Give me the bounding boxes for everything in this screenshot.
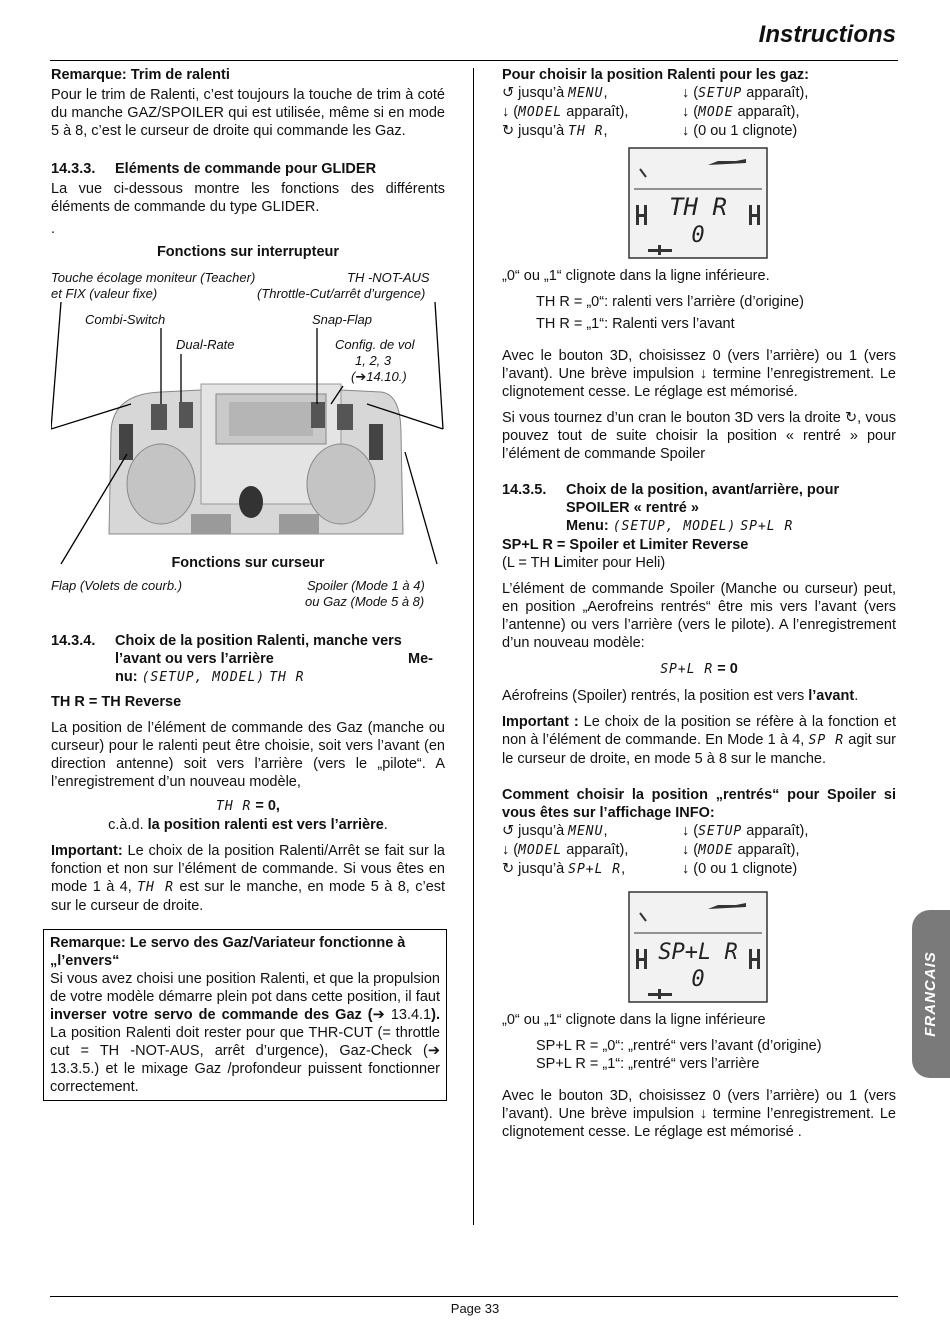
menu-label: Menu:	[566, 518, 609, 534]
menu-label: nu:	[115, 669, 138, 685]
dot: .	[51, 221, 56, 237]
spl-title: SP+L R = Spoiler et Limiter Reverse	[502, 537, 749, 553]
section-14-3-4-heading-2	[51, 650, 445, 668]
step-2a: ↓ (MODEL apparaît),	[502, 104, 629, 120]
step2-1a: ↺ jusqu’à MENU,	[502, 823, 608, 839]
step-2b: ↓ (MODE apparaît),	[682, 104, 800, 120]
label-thnot-1: TH -NOT-AUS	[347, 270, 430, 285]
menu-path: (SETUP, MODEL)	[141, 670, 266, 685]
label-dual: Dual-Rate	[176, 337, 235, 352]
language-tab-label: FRANCAIS	[922, 951, 939, 1037]
section-title-line3: Me-	[408, 651, 433, 667]
label-combi: Combi-Switch	[85, 312, 166, 327]
para-3d-2: Si vous tournez d’un cran le bouton 3D vers la droite ↻, vous pouvez tout de suite choisir la position « rentré » pour l’élément de commande Spoiler	[502, 410, 896, 462]
important-2	[502, 713, 896, 768]
figure-title-bottom: Fonctions sur curseur	[171, 555, 325, 571]
box-text-3: La position Ralenti doit rester pour que THR-CUT (= throttle cut = TH -NOT-AUS, arrêt d’urgence), Gaz-Check (➔ 13.3.5.) et le mixage Gaz /profondeur puissent fonctionner correctement.	[50, 1025, 440, 1095]
cad-bold: la position ralenti est vers l’arrière	[147, 817, 384, 833]
label-flap: Flap (Volets de courb.)	[51, 578, 183, 593]
step-1a: ↺ jusqu’à MENU,	[502, 85, 608, 101]
section-number: 14.3.3.	[51, 161, 96, 177]
section-title-line2: l’avant ou vers l’arrière	[115, 651, 274, 667]
label-config-3: (➔14.10.)	[351, 369, 407, 384]
step2-3b: ↓ (0 ou 1 clignote)	[682, 861, 798, 877]
step-1b: ↓ (SETUP apparaît),	[682, 85, 809, 101]
para-idle-position: La position de l’élément de commande des Gaz (manche ou curseur) pour le ralenti peut être choisie, soit vers l’avant (en direction antenne) soit vers l’arrière (vers le „pilote“. A l’enregistrement d’un nouveau modèle,	[51, 720, 445, 790]
box-title: Remarque: Le servo des Gaz/Variateur fonctionne à „l’envers“	[50, 935, 406, 969]
option-2a: SP+L R = „0“: „rentré“ vers l’avant (d’origine)	[536, 1038, 822, 1054]
label-spoiler-2: ou Gaz (Mode 5 à 8)	[305, 594, 425, 609]
lcd2-line1: SP+L R	[658, 940, 738, 965]
box-bold-2: ).	[431, 1007, 440, 1023]
transmitter-illustration	[51, 244, 445, 574]
aero-line: Aérofreins (Spoiler) rentrés, la position est vers l’avant.	[502, 688, 859, 704]
blink-2: „0“ ou „1“ clignote dans la ligne inférieure	[502, 1012, 766, 1028]
box-text-1: Si vous avez choisi une position Ralenti, et que la propulsion de votre modèle démarre plein pot dans cette position, il faut	[50, 971, 440, 1005]
section-14-3-3-heading	[51, 160, 445, 178]
step-3a: ↻ jusqu’à TH R,	[502, 123, 608, 139]
label-teacher-2: et FIX (valeur fixe)	[51, 286, 158, 301]
header-title: Instructions	[758, 21, 896, 48]
left-column	[51, 66, 445, 1101]
section-title-line1: Choix de la position, avant/arrière, pour	[566, 482, 840, 498]
section-14-3-5-heading-2: SPOILER « rentré »	[566, 500, 699, 516]
page-header	[50, 20, 898, 61]
para-3d-1: Avec le bouton 3D, choisissez 0 (vers l’arrière) ou 1 (vers l’avant). Une brève impulsion ↓ termine l’enregistrement. Le clignotement cesse. Le réglage est mémorisé.	[502, 348, 896, 400]
eq2-lcd: SP+L R	[660, 662, 714, 677]
label-spoiler-1: Spoiler (Mode 1 à 4)	[307, 578, 425, 593]
important-label: Important :	[502, 714, 579, 730]
option-2b: SP+L R = „1“: „rentré“ vers l’arrière	[536, 1056, 760, 1072]
para-3d-3: Avec le bouton 3D, choisissez 0 (vers l’arrière) ou 1 (vers l’avant). Une brève impulsion ↓ termine l’enregistrement. Le clignotement cesse. Le réglage est mémorisé .	[502, 1088, 896, 1140]
page-number: Page 33	[450, 1301, 500, 1316]
remark1-title: Remarque: Trim de ralenti	[51, 67, 230, 83]
label-teacher-1: Touche écolage moniteur (Teacher)	[51, 270, 256, 285]
cad-pre: c.à.d.	[108, 817, 144, 833]
right-heading-2: Comment choisir la position „rentrés“ pour Spoiler si vous êtes sur l’affichage INFO:	[502, 787, 896, 821]
label-config-1: Config. de vol	[335, 337, 415, 352]
section-14-3-3-text: La vue ci-dessous montre les fonctions des différents éléments de commande du type GLIDER.	[51, 181, 445, 215]
important-text-2: est sur le manche, en mode 5 à 8, c’est sur le curseur de droite.	[51, 879, 446, 914]
section-number: 14.3.4.	[51, 633, 96, 649]
option-1a: TH R = „0“: ralenti vers l’arrière (d’origine)	[536, 294, 804, 310]
box-text	[50, 970, 440, 1096]
menu-lcd: TH R	[269, 670, 305, 685]
step-3b: ↓ (0 ou 1 clignote)	[682, 123, 798, 139]
spl-subtitle: (L = TH Limiter pour Heli)	[502, 555, 666, 571]
lcd2-line2: 0	[691, 967, 705, 992]
section-number: 14.3.5.	[502, 482, 547, 498]
cad-post: .	[383, 817, 388, 833]
footer-rule	[50, 1296, 898, 1297]
lcd1-line2: 0	[691, 223, 705, 248]
lcd-display-2	[628, 891, 768, 1003]
right-heading-1: Pour choisir la position Ralenti pour les gaz:	[502, 67, 809, 83]
lcd-display-1	[628, 147, 768, 259]
important-text-1: Le choix de la position se réfère à la fonction et non à l’élément de commande. En Mode 1 à 4,	[502, 714, 897, 748]
important-text-2: agit sur le curseur de droite, en mode 5 à 8 sur le manche.	[502, 732, 897, 767]
equation-th	[51, 797, 445, 816]
section-14-3-5-menu	[502, 517, 896, 536]
eq-lcd: TH R	[216, 799, 252, 814]
option-1b: TH R = „1“: Ralenti vers l’avant	[536, 316, 735, 332]
column-divider	[473, 68, 474, 1225]
eq2-value: = 0	[717, 661, 738, 677]
section-14-3-5-heading	[502, 481, 896, 499]
eq-value: = 0,	[255, 798, 280, 814]
step2-2b: ↓ (MODE apparaît),	[682, 842, 800, 858]
important-text-1: Le choix de la position Ralenti/Arrêt se fait sur la fonction et non sur l’élément de commande. Si vous êtes en mode 1 à 4,	[51, 843, 445, 895]
section-title-line1: Choix de la position Ralenti, manche vers	[115, 633, 402, 649]
box-bold-1: inverser votre servo de commande des Gaz (➔	[50, 1007, 385, 1023]
lcd1-line1: TH R	[669, 193, 727, 221]
equation-spl	[502, 660, 896, 679]
section-14-3-4-heading	[51, 632, 445, 650]
slider-labels	[51, 578, 445, 618]
blink-1: „0“ ou „1“ clignote dans la ligne inférieure.	[502, 268, 770, 284]
section-title: Eléments de commande pour GLIDER	[115, 161, 377, 177]
right-column	[502, 66, 896, 1149]
important-lcd: SP R	[808, 733, 845, 748]
steps-2	[502, 822, 896, 879]
box-ref: 13.4.1	[390, 1007, 432, 1023]
menu-path: (SETUP, MODEL)	[612, 519, 737, 534]
important-1	[51, 842, 445, 915]
step2-2a: ↓ (MODEL apparaît),	[502, 842, 629, 858]
section-14-3-4-menu	[51, 668, 445, 687]
step2-1b: ↓ (SETUP apparaît),	[682, 823, 809, 839]
important-label: Important:	[51, 843, 123, 859]
remark1-text: Pour le trim de Ralenti, c’est toujours la touche de trim à coté du manche GAZ/SPOILER qui est utilisée, même si en mode 5 à 8, c’est le curseur de droite qui commande les Gaz.	[51, 87, 445, 139]
cad-line	[51, 816, 445, 834]
th-reverse: TH R = TH Reverse	[51, 694, 182, 710]
steps-1	[502, 84, 896, 141]
label-thnot-2: (Throttle-Cut/arrêt d’urgence)	[257, 286, 426, 301]
label-config-2: 1, 2, 3	[355, 353, 392, 368]
language-tab	[912, 910, 950, 1078]
para-spoiler: L’élément de commande Spoiler (Manche ou curseur) peut, en position „Aerofreins rentrés“ être mis vers l’avant (vers l’antenne) ou vers l’arrière (vers le pilote). A l’enregistrement d’un nouveau modèle:	[502, 581, 896, 651]
important-lcd: TH R	[137, 880, 174, 895]
label-snap: Snap-Flap	[312, 312, 372, 327]
transmitter-figure	[51, 244, 445, 574]
step2-3a: ↻ jusqu’à SP+L R,	[502, 861, 626, 877]
figure-title-top: Fonctions sur interrupteur	[156, 244, 340, 260]
menu-lcd: SP+L R	[740, 519, 794, 534]
remark-box	[43, 929, 447, 1101]
